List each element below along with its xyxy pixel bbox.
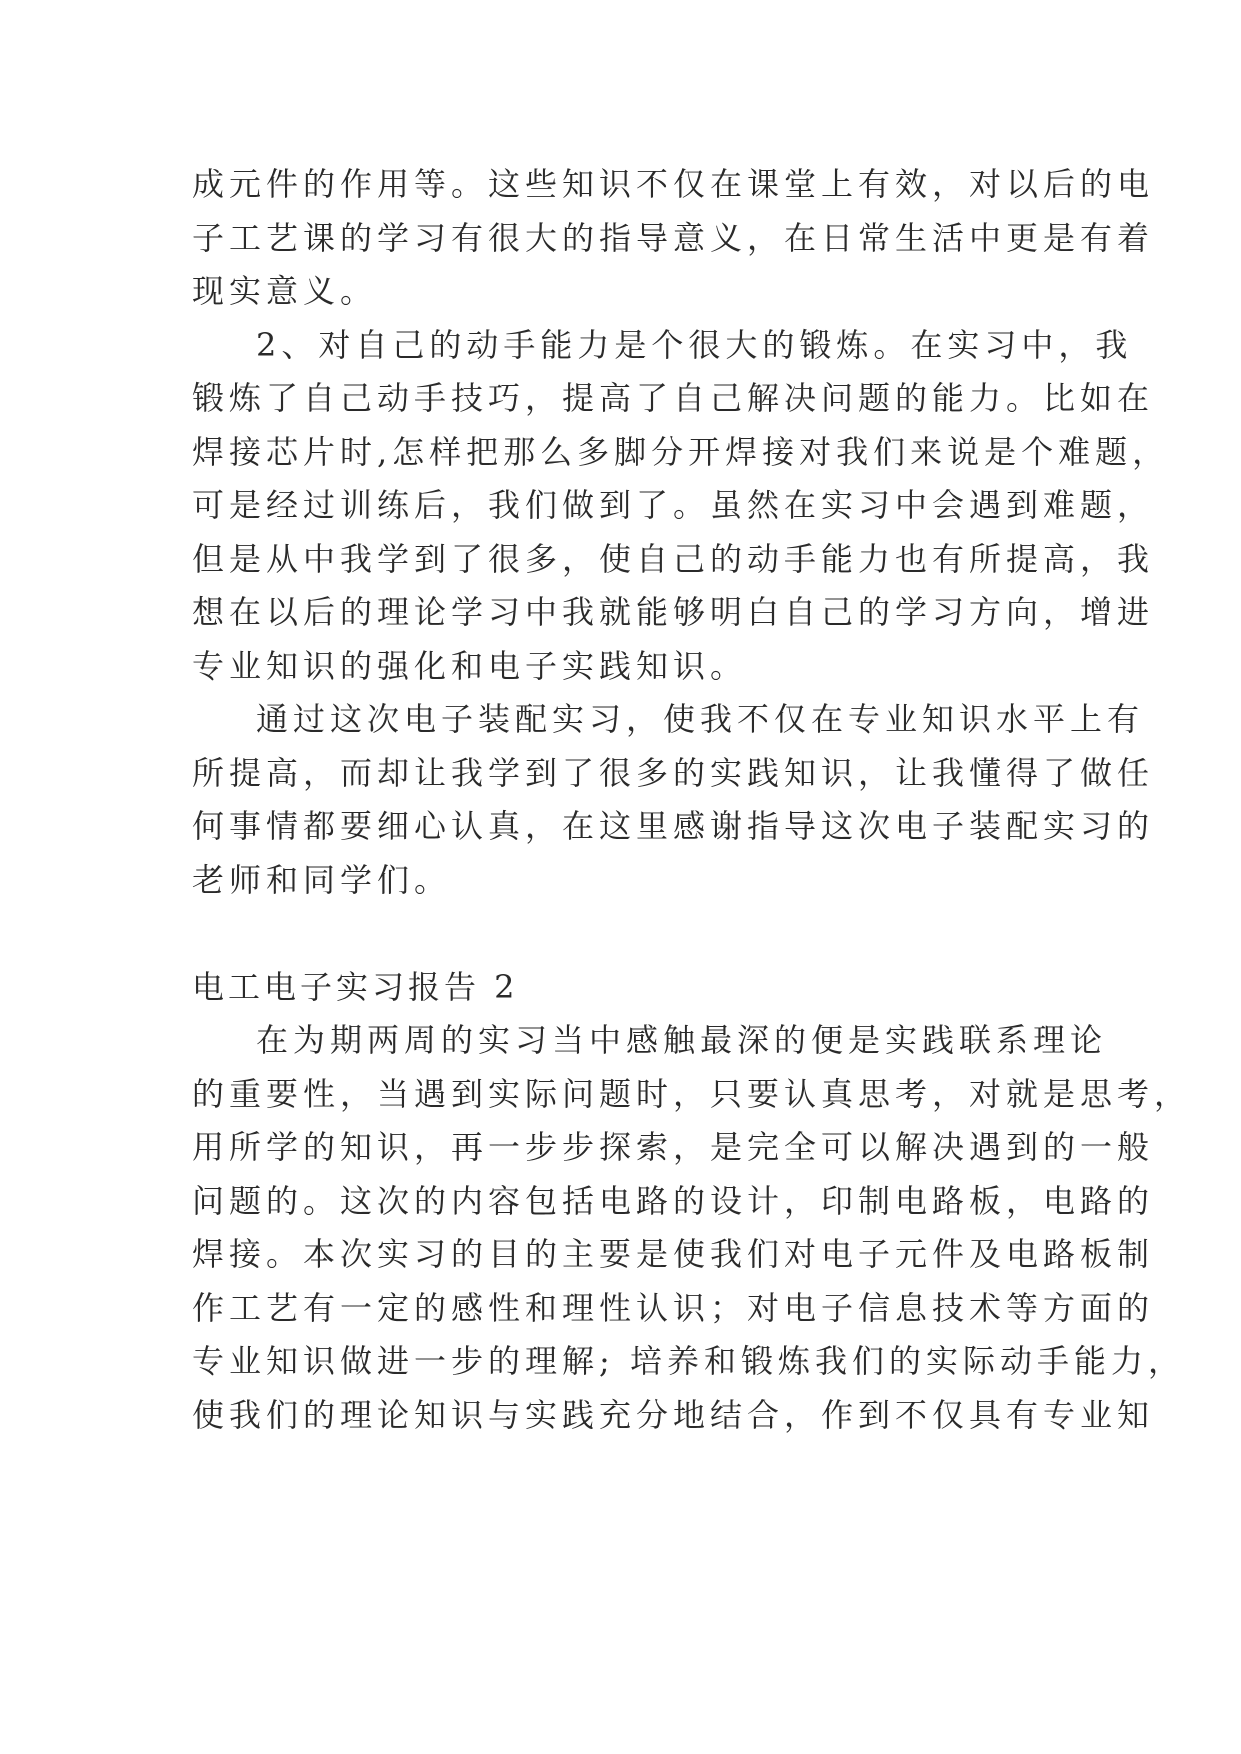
text-line: 用所学的知识，再一步步探索，是完全可以解决遇到的一般: [192, 1128, 1155, 1166]
text-line: 专业知识做进一步的理解; 培养和锻炼我们的实际动手能力，: [192, 1342, 1185, 1380]
text-line: 问题的。这次的内容包括电路的设计，印制电路板，电路的: [192, 1181, 1155, 1220]
text-line: 子工艺课的学习有很大的指导意义，在日常生活中更是有着: [192, 218, 1155, 257]
text-line: 焊接。本次实习的目的主要是使我们对电子元件及电路板制: [192, 1235, 1155, 1273]
text-line: 可是经过训练后，我们做到了。虽然在实习中会遇到难题，: [192, 486, 1155, 524]
section-title: 电工电子实习报告 2: [192, 967, 519, 1006]
text-line: 锻炼了自己动手技巧，提高了自己解决问题的能力。比如在: [192, 379, 1155, 417]
text-line: 现实意义。: [192, 272, 378, 310]
text-line: 但是从中我学到了很多，使自己的动手能力也有所提高，我: [192, 539, 1155, 578]
paragraph-point-2: [192, 319, 1170, 694]
text-line: 通过这次电子装配实习，使我不仅在专业知识水平上有: [256, 700, 1145, 738]
text-line: 想在以后的理论学习中我就能够明白自己的学习方向，增进: [192, 593, 1155, 631]
paragraph-continuation: [192, 158, 1155, 319]
text-line: 成元件的作用等。这些知识不仅在课堂上有效，对以后的电: [192, 165, 1155, 203]
text-line: 专业知识的强化和电子实践知识。: [192, 646, 748, 685]
text-line: 的重要性，当遇到实际问题时，只要认真思考，对就是思考，: [192, 1074, 1192, 1113]
paragraph-conclusion: [192, 693, 1155, 907]
document-body: [192, 158, 1192, 1442]
text-line: 何事情都要细心认真，在这里感谢指导这次电子装配实习的: [192, 807, 1155, 845]
text-line: 2、对自己的动手能力是个很大的锻炼。在实习中，我: [256, 325, 1133, 364]
text-line: 使我们的理论知识与实践充分地结合，作到不仅具有专业知: [192, 1395, 1155, 1434]
text-line: 老师和同学们。: [192, 860, 452, 899]
text-line: 焊接芯片时,怎样把那么多脚分开焊接对我们来说是个难题，: [192, 432, 1170, 471]
section-paragraph: [192, 1014, 1192, 1442]
text-line: 所提高，而却让我学到了很多的实践知识，让我懂得了做任: [192, 753, 1155, 792]
text-line: 作工艺有一定的感性和理性认识；对电子信息技术等方面的: [192, 1288, 1155, 1327]
text-line: 在为期两周的实习当中感触最深的便是实践联系理论: [256, 1021, 1108, 1059]
section-spacer: [192, 907, 1072, 961]
